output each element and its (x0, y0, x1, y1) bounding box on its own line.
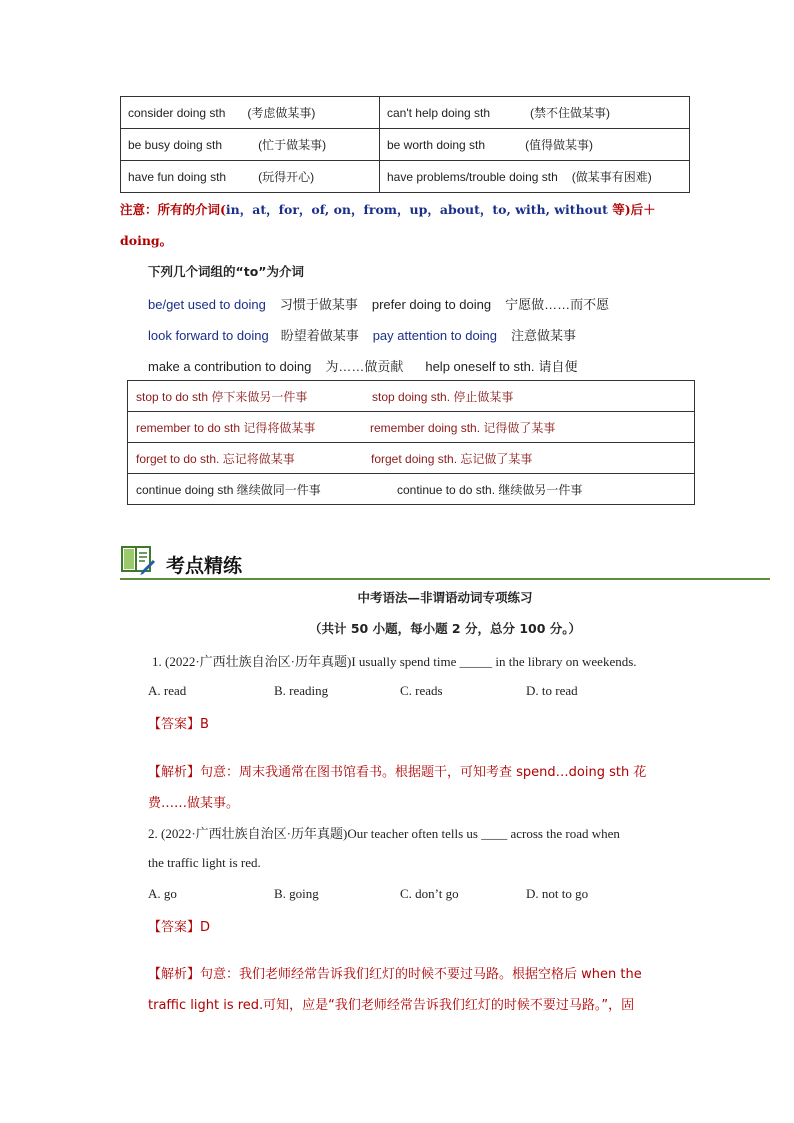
phrase-zh: 为……做贡献 (325, 359, 404, 374)
option-c: C. don’t go (400, 886, 459, 901)
section-divider (120, 578, 770, 580)
phrase-en: consider doing sth (128, 106, 226, 120)
cell-right: continue to do sth. 继续做另一件事 (397, 482, 583, 497)
table-cell (128, 474, 695, 505)
cell-left: continue doing sth 继续做同一件事 (136, 482, 321, 497)
phrase-zh: 宁愿做……而不愿 (505, 297, 610, 312)
table-cell (128, 443, 695, 474)
option-d: D. to read (526, 683, 578, 698)
phrase-zh: (做某事有困难) (571, 170, 652, 184)
table-row (121, 161, 690, 193)
question-stem: 2. (2022·广西壮族自治区·历年真题)Our teacher often tells us ____ across the road when (148, 826, 620, 841)
phrase-en: look forward to doing (148, 328, 269, 343)
cell-right: stop doing sth. 停止做某事 (372, 389, 514, 404)
note-prepositions: in，at，for，of, on，from，up，about，to, with, without (225, 202, 608, 217)
cell-right: forget doing sth. 忘记做了某事 (371, 451, 533, 466)
table-cell (121, 161, 380, 193)
note-line (120, 200, 656, 218)
phrase-en: can't help doing sth (387, 106, 491, 120)
gerund-phrase-table (120, 96, 690, 193)
answer-label: 【答案】B (148, 717, 209, 732)
phrase-en: have problems/trouble doing sth (387, 170, 558, 184)
table-row (128, 381, 695, 412)
table-cell (121, 129, 380, 161)
table-cell (121, 97, 380, 129)
book-pencil-icon (120, 543, 156, 577)
exercise-subtitle: （共计 50 小题，每小题 2 分，总分 100 分。） (308, 621, 582, 636)
table-row (121, 97, 690, 129)
prep-heading: 下列几个词组的“to”为介词 (148, 264, 304, 279)
note-line-2: doing。 (120, 233, 173, 248)
table-cell (128, 381, 695, 412)
option-c: C. reads (400, 683, 443, 698)
phrase-en: have fun doing sth (128, 170, 227, 184)
cell-right: remember doing sth. 记得做了某事 (370, 420, 556, 435)
phrase-zh: 请自便 (538, 359, 578, 374)
phrase-zh: (禁不住做某事) (530, 106, 611, 120)
cell-left: remember to do sth 记得将做某事 (136, 420, 316, 435)
section-title: 考点精练 (166, 555, 243, 577)
table-cell (380, 161, 690, 193)
explanation-line: 【解析】句意：周末我通常在图书馆看书。根据题干，可知考查 spend…doing sth 花 (148, 765, 647, 780)
phrase-zh: (值得做某事) (525, 138, 594, 152)
phrase-zh: 注意做某事 (511, 328, 577, 343)
prep-line (148, 325, 576, 344)
phrase-en: help oneself to sth. (425, 359, 535, 374)
phrase-en: pay attention to doing (372, 328, 498, 343)
note-suffix: 等)后＋ (607, 202, 656, 217)
phrase-zh: (忙于做某事) (258, 138, 327, 152)
phrase-en: prefer doing to doing (371, 297, 492, 312)
to-vs-ing-table (127, 380, 695, 505)
exercise-title: 中考语法—非谓语动词专项练习 (357, 590, 533, 605)
table-cell (380, 97, 690, 129)
cell-left: stop to do sth 停下来做另一件事 (136, 389, 308, 404)
phrase-zh: (玩得开心) (258, 170, 315, 184)
option-b: B. reading (274, 683, 329, 698)
phrase-en: be worth doing sth (387, 138, 486, 152)
phrase-en: be busy doing sth (128, 138, 223, 152)
table-row (128, 474, 695, 505)
prep-line (148, 294, 609, 313)
option-a: A. go (148, 886, 177, 901)
explanation-line: traffic light is red.可知，应是“我们老师经常告诉我们红灯的时候不要过马路。”，固 (148, 998, 635, 1013)
answer-label: 【答案】D (148, 920, 211, 935)
phrase-zh: 习惯于做某事 (279, 297, 358, 312)
explanation-line: 费……做某事。 (148, 796, 240, 811)
cell-left: forget to do sth. 忘记将做某事 (136, 451, 295, 466)
option-a: A. read (148, 683, 187, 698)
phrase-zh: (考虑做某事) (247, 106, 316, 120)
prep-line (148, 356, 578, 375)
table-cell (380, 129, 690, 161)
table-cell (128, 412, 695, 443)
question-stem-line2: the traffic light is red. (148, 855, 261, 870)
explanation-line: 【解析】句意：我们老师经常告诉我们红灯的时候不要过马路。根据空格后 when the (148, 967, 642, 982)
question-stem: 1. (2022·广西壮族自治区·历年真题)I usually spend time _____ in the library on weekends. (152, 654, 637, 669)
option-b: B. going (274, 886, 319, 901)
table-row (128, 412, 695, 443)
phrase-zh: 盼望着做某事 (280, 328, 359, 343)
phrase-en: be/get used to doing (148, 297, 266, 312)
note-prefix: 注意：所有的介词( (120, 202, 226, 217)
phrase-en: make a contribution to doing (148, 359, 312, 374)
option-d: D. not to go (526, 886, 589, 901)
table-row (121, 129, 690, 161)
table-row (128, 443, 695, 474)
